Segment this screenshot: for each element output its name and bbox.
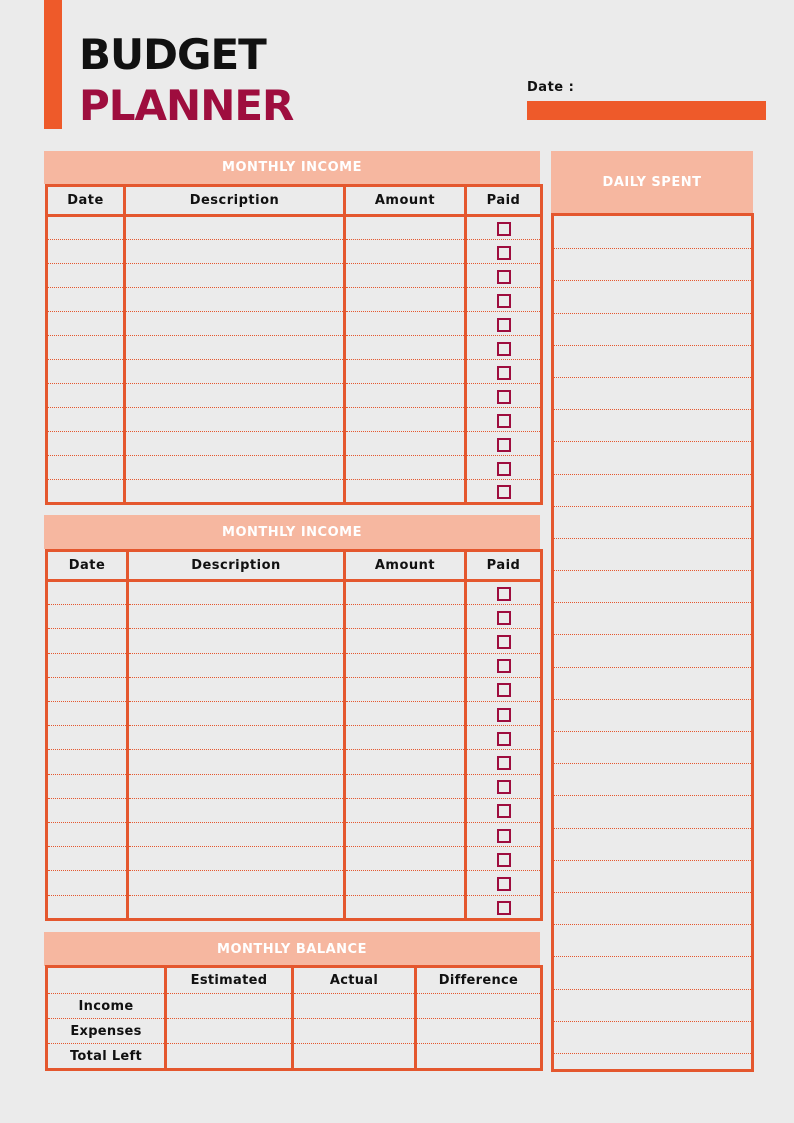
description-cell[interactable] <box>128 629 345 653</box>
date-cell[interactable] <box>47 216 125 240</box>
table-row <box>47 240 542 264</box>
daily-line <box>554 570 751 571</box>
balance-table <box>45 965 543 1071</box>
date-cell[interactable] <box>47 336 125 360</box>
income-table-1-header <box>47 186 542 216</box>
paid-cell <box>466 288 542 312</box>
balance-cell[interactable] <box>293 1044 416 1070</box>
paid-checkbox[interactable] <box>497 659 511 673</box>
paid-checkbox[interactable] <box>497 414 511 428</box>
paid-cell <box>466 629 542 653</box>
description-cell[interactable] <box>128 823 345 847</box>
date-cell[interactable] <box>47 432 125 456</box>
description-cell[interactable] <box>125 264 345 288</box>
daily-line <box>554 602 751 603</box>
paid-cell <box>466 312 542 336</box>
paid-checkbox[interactable] <box>497 635 511 649</box>
balance-row-label: Expenses <box>47 1019 166 1044</box>
paid-checkbox[interactable] <box>497 246 511 260</box>
daily-line <box>554 795 751 796</box>
paid-checkbox[interactable] <box>497 683 511 697</box>
balance-title: MONTHLY BALANCE <box>44 932 540 966</box>
amount-cell[interactable] <box>345 432 466 456</box>
table-row <box>47 605 542 629</box>
col-description: Description <box>125 186 345 216</box>
date-cell[interactable] <box>47 871 128 895</box>
paid-cell <box>466 480 542 504</box>
description-cell[interactable] <box>128 895 345 919</box>
income-table-1-title: MONTHLY INCOME <box>44 151 540 184</box>
paid-cell <box>466 653 542 677</box>
description-cell[interactable] <box>128 605 345 629</box>
date-cell[interactable] <box>47 774 128 798</box>
date-cell[interactable] <box>47 750 128 774</box>
table-row <box>47 432 542 456</box>
paid-checkbox[interactable] <box>497 756 511 770</box>
paid-checkbox[interactable] <box>497 780 511 794</box>
amount-cell[interactable] <box>345 456 466 480</box>
table-row <box>47 774 542 798</box>
daily-line <box>554 248 751 249</box>
col-amount: Amount <box>345 186 466 216</box>
balance-cell[interactable] <box>166 1044 293 1070</box>
description-cell[interactable] <box>125 432 345 456</box>
date-cell[interactable] <box>47 823 128 847</box>
paid-cell <box>466 823 542 847</box>
description-cell[interactable] <box>125 456 345 480</box>
table-row <box>47 677 542 701</box>
col-amount: Amount <box>345 551 466 581</box>
table-row <box>47 216 542 240</box>
description-cell[interactable] <box>128 581 345 605</box>
date-cell[interactable] <box>47 653 128 677</box>
table-row <box>47 895 542 919</box>
title-line-2: PLANNER <box>79 81 294 130</box>
description-cell[interactable] <box>125 240 345 264</box>
date-cell[interactable] <box>47 384 125 408</box>
col-date: Date <box>47 551 128 581</box>
description-cell[interactable] <box>128 702 345 726</box>
daily-line <box>554 441 751 442</box>
amount-cell[interactable] <box>345 629 466 653</box>
amount-cell[interactable] <box>345 798 466 822</box>
description-cell[interactable] <box>128 750 345 774</box>
paid-cell <box>466 360 542 384</box>
amount-cell[interactable] <box>345 312 466 336</box>
paid-checkbox[interactable] <box>497 804 511 818</box>
paid-cell <box>466 216 542 240</box>
description-cell[interactable] <box>128 677 345 701</box>
description-cell[interactable] <box>128 726 345 750</box>
description-cell[interactable] <box>128 871 345 895</box>
balance-col-blank <box>47 967 166 994</box>
paid-checkbox[interactable] <box>497 732 511 746</box>
description-cell[interactable] <box>128 847 345 871</box>
paid-cell <box>466 847 542 871</box>
amount-cell[interactable] <box>345 823 466 847</box>
paid-checkbox[interactable] <box>497 853 511 867</box>
table-row <box>47 360 542 384</box>
date-field[interactable] <box>527 101 766 120</box>
table-row <box>47 312 542 336</box>
table-row <box>47 702 542 726</box>
paid-checkbox[interactable] <box>497 877 511 891</box>
balance-cell[interactable] <box>293 994 416 1019</box>
description-cell[interactable] <box>125 216 345 240</box>
date-cell[interactable] <box>47 702 128 726</box>
paid-cell <box>466 798 542 822</box>
date-cell[interactable] <box>47 360 125 384</box>
amount-cell[interactable] <box>345 847 466 871</box>
paid-cell <box>466 774 542 798</box>
description-cell[interactable] <box>125 360 345 384</box>
income-table-2-header <box>47 551 542 581</box>
daily-line <box>554 828 751 829</box>
paid-checkbox[interactable] <box>497 342 511 356</box>
description-cell[interactable] <box>128 774 345 798</box>
paid-cell <box>466 240 542 264</box>
amount-cell[interactable] <box>345 677 466 701</box>
paid-cell <box>466 702 542 726</box>
amount-cell[interactable] <box>345 360 466 384</box>
amount-cell[interactable] <box>345 895 466 919</box>
col-paid: Paid <box>466 186 542 216</box>
balance-row-label: Total Left <box>47 1044 166 1070</box>
daily-line <box>554 280 751 281</box>
paid-cell <box>466 336 542 360</box>
date-cell[interactable] <box>47 629 128 653</box>
col-date: Date <box>47 186 125 216</box>
amount-cell[interactable] <box>345 774 466 798</box>
date-label: Date : <box>527 80 575 95</box>
table-row <box>47 798 542 822</box>
description-cell[interactable] <box>125 312 345 336</box>
table-row <box>47 871 542 895</box>
amount-cell[interactable] <box>345 726 466 750</box>
paid-checkbox[interactable] <box>497 294 511 308</box>
paid-checkbox[interactable] <box>497 462 511 476</box>
date-cell[interactable] <box>47 288 125 312</box>
daily-line <box>554 860 751 861</box>
date-cell[interactable] <box>47 895 128 919</box>
amount-cell[interactable] <box>345 336 466 360</box>
balance-row-label: Income <box>47 994 166 1019</box>
paid-cell <box>466 384 542 408</box>
daily-line <box>554 506 751 507</box>
daily-line <box>554 313 751 314</box>
description-cell[interactable] <box>125 480 345 504</box>
accent-bar <box>44 0 62 129</box>
balance-col-estimated: Estimated <box>166 967 293 994</box>
paid-cell <box>466 456 542 480</box>
daily-line <box>554 924 751 925</box>
balance-cell[interactable] <box>166 994 293 1019</box>
paid-cell <box>466 408 542 432</box>
daily-spent-title: DAILY SPENT <box>551 151 753 213</box>
amount-cell[interactable] <box>345 264 466 288</box>
table-row <box>47 726 542 750</box>
date-cell[interactable] <box>47 456 125 480</box>
date-cell[interactable] <box>47 408 125 432</box>
balance-row-income <box>47 994 542 1019</box>
date-cell[interactable] <box>47 264 125 288</box>
table-row <box>47 750 542 774</box>
daily-line <box>554 956 751 957</box>
daily-line <box>554 892 751 893</box>
paid-checkbox[interactable] <box>497 829 511 843</box>
table-row <box>47 823 542 847</box>
daily-line <box>554 634 751 635</box>
balance-cell[interactable] <box>416 1019 542 1044</box>
date-cell[interactable] <box>47 605 128 629</box>
amount-cell[interactable] <box>345 653 466 677</box>
description-cell[interactable] <box>128 653 345 677</box>
paid-checkbox[interactable] <box>497 438 511 452</box>
daily-line <box>554 377 751 378</box>
paid-checkbox[interactable] <box>497 708 511 722</box>
balance-row-total-left <box>47 1044 542 1070</box>
paid-cell <box>466 871 542 895</box>
paid-cell <box>466 432 542 456</box>
col-description: Description <box>128 551 345 581</box>
amount-cell[interactable] <box>345 581 466 605</box>
paid-checkbox[interactable] <box>497 366 511 380</box>
paid-checkbox[interactable] <box>497 270 511 284</box>
paid-cell <box>466 895 542 919</box>
amount-cell[interactable] <box>345 240 466 264</box>
balance-cell[interactable] <box>166 1019 293 1044</box>
amount-cell[interactable] <box>345 605 466 629</box>
date-cell[interactable] <box>47 677 128 701</box>
title-line-1: BUDGET <box>79 30 266 79</box>
daily-line <box>554 1053 751 1054</box>
paid-cell <box>466 677 542 701</box>
date-cell[interactable] <box>47 240 125 264</box>
income-table-1 <box>45 184 543 505</box>
daily-line <box>554 538 751 539</box>
table-row <box>47 480 542 504</box>
table-row <box>47 384 542 408</box>
amount-cell[interactable] <box>345 288 466 312</box>
daily-line <box>554 1021 751 1022</box>
table-row <box>47 288 542 312</box>
amount-cell[interactable] <box>345 408 466 432</box>
date-cell[interactable] <box>47 581 128 605</box>
balance-header-row <box>47 967 542 994</box>
daily-line <box>554 409 751 410</box>
description-cell[interactable] <box>125 408 345 432</box>
daily-line <box>554 345 751 346</box>
amount-cell[interactable] <box>345 750 466 774</box>
paid-cell <box>466 605 542 629</box>
paid-checkbox[interactable] <box>497 390 511 404</box>
paid-checkbox[interactable] <box>497 901 511 915</box>
paid-checkbox[interactable] <box>497 222 511 236</box>
amount-cell[interactable] <box>345 384 466 408</box>
table-row <box>47 456 542 480</box>
daily-line <box>554 763 751 764</box>
table-row <box>47 629 542 653</box>
table-row <box>47 264 542 288</box>
balance-cell[interactable] <box>416 1044 542 1070</box>
balance-col-difference: Difference <box>416 967 542 994</box>
paid-checkbox[interactable] <box>497 587 511 601</box>
paid-cell <box>466 750 542 774</box>
paid-checkbox[interactable] <box>497 485 511 499</box>
date-cell[interactable] <box>47 480 125 504</box>
daily-line <box>554 731 751 732</box>
table-row <box>47 581 542 605</box>
table-row <box>47 336 542 360</box>
balance-cell[interactable] <box>416 994 542 1019</box>
date-cell[interactable] <box>47 847 128 871</box>
income-table-2-title: MONTHLY INCOME <box>44 515 540 549</box>
description-cell[interactable] <box>128 798 345 822</box>
daily-line <box>554 667 751 668</box>
balance-cell[interactable] <box>293 1019 416 1044</box>
date-cell[interactable] <box>47 312 125 336</box>
amount-cell[interactable] <box>345 216 466 240</box>
paid-cell <box>466 264 542 288</box>
description-cell[interactable] <box>125 384 345 408</box>
income-table-2 <box>45 549 543 921</box>
paid-checkbox[interactable] <box>497 611 511 625</box>
daily-line <box>554 699 751 700</box>
amount-cell[interactable] <box>345 871 466 895</box>
description-cell[interactable] <box>125 336 345 360</box>
daily-line <box>554 474 751 475</box>
daily-line <box>554 989 751 990</box>
table-row <box>47 847 542 871</box>
description-cell[interactable] <box>125 288 345 312</box>
table-row <box>47 408 542 432</box>
date-cell[interactable] <box>47 726 128 750</box>
amount-cell[interactable] <box>345 702 466 726</box>
date-cell[interactable] <box>47 798 128 822</box>
paid-checkbox[interactable] <box>497 318 511 332</box>
amount-cell[interactable] <box>345 480 466 504</box>
balance-col-actual: Actual <box>293 967 416 994</box>
col-paid: Paid <box>466 551 542 581</box>
balance-row-expenses <box>47 1019 542 1044</box>
paid-cell <box>466 581 542 605</box>
table-row <box>47 653 542 677</box>
daily-spent-area[interactable] <box>551 213 754 1072</box>
paid-cell <box>466 726 542 750</box>
